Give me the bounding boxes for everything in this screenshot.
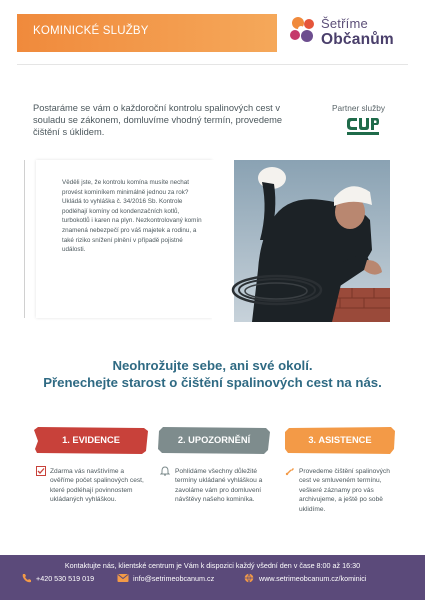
header — [0, 0, 425, 62]
info-bracket — [24, 160, 32, 318]
logo-text-line2: Občanům — [321, 31, 394, 48]
footer-email[interactable]: info@setrimeobcanum.cz — [133, 574, 215, 583]
header-divider — [17, 64, 408, 65]
bell-icon — [160, 466, 170, 476]
partner-logo[interactable] — [346, 115, 380, 137]
setrime-obcanum-logo[interactable] — [287, 12, 417, 54]
partner-label: Partner služby — [332, 103, 386, 113]
step-evidence-desc: Zdarma vás navštívíme a ověříme počet spalinových cest, které podléhají povinnostem ukládaných vyhláškou. — [50, 468, 144, 504]
headline-line1: Neohrožujte sebe, ani své okolí. — [112, 358, 313, 373]
phone-icon — [21, 573, 33, 583]
web-globe-icon — [243, 573, 255, 583]
headline-line2: Přenechejte starost o čištění spalinových cest na nás. — [43, 375, 382, 390]
footer-contact-text: Kontaktujte nás, klientské centrum je Vám k dispozici každý všední den v čase 8:00 až 16:30 — [64, 561, 361, 570]
partner-logo-icon — [346, 115, 380, 137]
intro-paragraph: Postaráme se vám o každoroční kontrolu spalinových cest v souladu se zákonem, domluvíme vhodný termín, provedeme čištění s úklidem. — [33, 103, 283, 138]
step-upozorneni-desc: Pohlídáme všechny důležité termíny ukládané vyhláškou a zavoláme vám pro domluvení návštěvy našeho kominíka. — [175, 468, 263, 504]
check-icon — [36, 466, 46, 476]
footer-website[interactable]: www.setrimeobcanum.cz/kominici — [259, 574, 367, 583]
step-asistence-label: 3. ASISTENCE — [308, 435, 372, 445]
footer-phone[interactable]: +420 530 519 019 — [36, 574, 95, 583]
step-evidence-label: 1. EVIDENCE — [62, 435, 120, 445]
brush-icon — [285, 466, 295, 476]
step-asistence-desc: Provedeme čištění spalinových cest ve smluveném termínu, veškeré záznamy pro vás archivujeme, a ještě po sobě uklidíme. — [299, 468, 390, 513]
email-icon — [117, 573, 129, 583]
chimney-sweep-photo — [212, 160, 390, 322]
page-title: KOMINICKÉ SLUŽBY — [33, 25, 149, 37]
logo-mark-icon — [287, 14, 321, 48]
step-upozorneni-label: 2. UPOZORNĚNÍ — [177, 435, 251, 445]
logo-text-line1: Šetříme — [321, 16, 368, 31]
info-text: Věděli jste, že kontrolu komína musíte nechat provést kominíkem minimálně jednou za rok? Ukládá to vyhláška č. 34/2016 Sb. Kontrole podléhají komíny od kondenzačních kotlů, turbokotlů i karen na plyn. Nezkontrolovaný komín znamená nebezpečí pro váš majetek a rodinu, a také riziko snížení plnění v případě pojistné události. — [62, 179, 202, 254]
